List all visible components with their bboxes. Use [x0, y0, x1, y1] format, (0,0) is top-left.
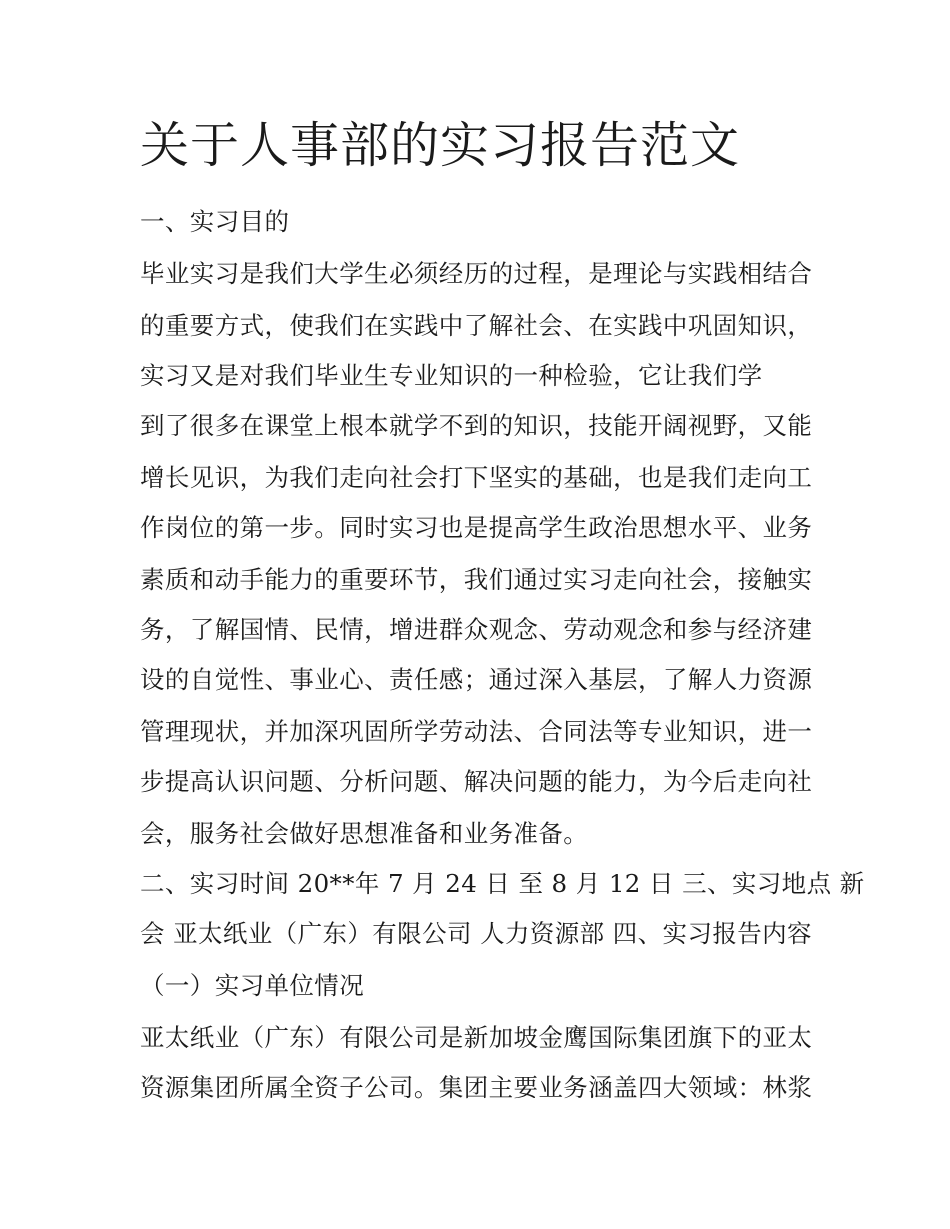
paragraph-line: 作岗位的第一步。同时实习也是提高学生政治思想水平、业务 [140, 513, 813, 542]
paragraph-line: 务，了解国情、民情，增进群众观念、劳动观念和参与经济建 [140, 615, 813, 644]
paragraph-line: 实习又是对我们毕业生专业知识的一种检验，它让我们学 [140, 361, 763, 390]
document-title: 关于人事部的实习报告范文 [140, 117, 741, 174]
paragraph-line: 步提高认识问题、分析问题、解决问题的能力，为今后走向社 [140, 767, 813, 796]
paragraph-line: 设的自觉性、事业心、责任感；通过深入基层，了解人力资源 [140, 665, 813, 694]
paragraph-line: 资源集团所属全资子公司。集团主要业务涵盖四大领域：林浆 [140, 1073, 813, 1102]
paragraph-line: 亚太纸业（广东）有限公司是新加坡金鹰国际集团旗下的亚太 [140, 1023, 813, 1052]
paragraph-line: 到了很多在课堂上根本就学不到的知识，技能开阔视野，又能 [140, 411, 813, 440]
paragraph-line: 素质和动手能力的重要环节，我们通过实习走向社会，接触实 [140, 565, 813, 594]
paragraph-line: 会，服务社会做好思想准备和业务准备。 [140, 819, 589, 848]
subsection-heading: （一）实习单位情况 [140, 971, 365, 1000]
paragraph-line: 增长见识，为我们走向社会打下坚实的基础，也是我们走向工 [140, 463, 813, 492]
paragraph-line: 的重要方式，使我们在实践中了解社会、在实践中巩固知识， [140, 311, 813, 340]
paragraph-line: 毕业实习是我们大学生必须经历的过程，是理论与实践相结合 [140, 259, 813, 288]
section-heading: 一、实习目的 [140, 207, 290, 236]
section-heading-line: 会 亚太纸业（广东）有限公司 人力资源部 四、实习报告内容 [140, 919, 812, 948]
section-heading-line: 二、实习时间 20**年 7 月 24 日 至 8 月 12 日 三、实习地点 新 [140, 869, 865, 898]
paragraph-line: 管理现状，并加深巩固所学劳动法、合同法等专业知识，进一 [140, 717, 813, 746]
